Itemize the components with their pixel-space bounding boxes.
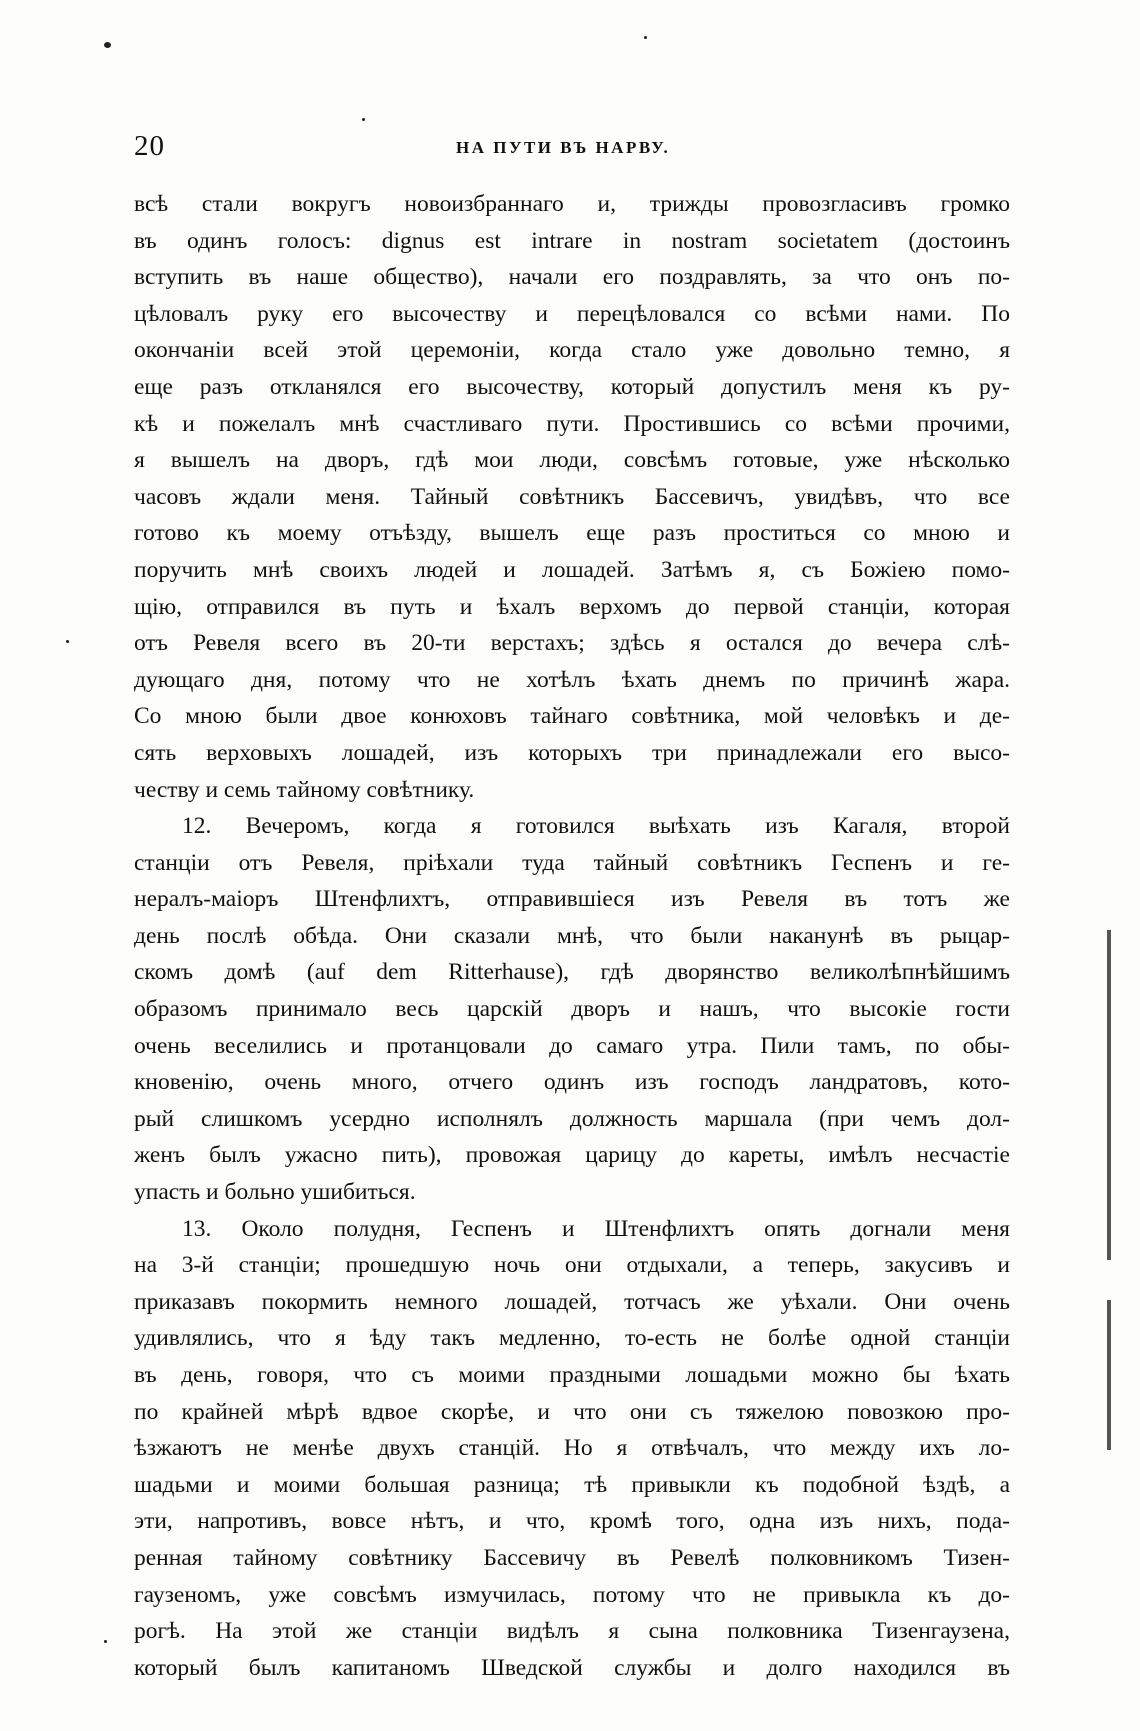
running-title: НА ПУТИ ВЪ НАРВУ.: [456, 138, 671, 157]
page-edge-mark: [1107, 1300, 1111, 1450]
text-line: очень веселились и протанцовали до самаго утра. Пили тамъ, по обы-: [134, 1032, 1010, 1059]
text-line: часовъ ждали меня. Тайный совѣтникъ Бассевичъ, увидѣвъ, что все: [134, 483, 1010, 510]
text-line: Со мною были двое конюховъ тайнаго совѣтника, мой человѣкъ и де-: [134, 703, 1010, 730]
text-line: 13. Около полудня, Геспенъ и Штенфлихтъ опять догнали меня: [182, 1215, 1010, 1242]
text-line: шадьми и моими большая разница; тѣ привыкли къ подобной ѣздѣ, а: [134, 1471, 1010, 1498]
text-line: женъ былъ ужасно пить), провожая царицу до кареты, имѣлъ несчастіе: [134, 1142, 1010, 1169]
text-line: ренная тайному совѣтнику Бассевичу въ Ревелѣ полковникомъ Тизен-: [134, 1544, 1010, 1571]
page-number: 20: [134, 130, 165, 162]
text-line: приказавъ покормить немного лошадей, тотчасъ же уѣхали. Они очень: [134, 1288, 1010, 1315]
text-line: я вышелъ на дворъ, гдѣ мои люди, совсѣмъ готовые, уже нѣсколько: [134, 447, 1010, 474]
text-line: окончаніи всей этой церемоніи, когда стало уже довольно темно, я: [134, 337, 1010, 364]
text-line: удивлялись, что я ѣду такъ медленно, то-есть не болѣе одной станціи: [134, 1325, 1010, 1352]
print-speck: [104, 42, 111, 48]
text-line: ѣзжаютъ не менѣе двухъ станцій. Но я отвѣчалъ, что между ихъ ло-: [134, 1435, 1010, 1462]
text-line: эти, напротивъ, вовсе нѣтъ, и что, кромѣ того, одна изъ нихъ, пода-: [134, 1508, 1010, 1535]
page-header: [134, 130, 1014, 166]
text-line: честву и семь тайному совѣтнику.: [134, 776, 475, 803]
text-line: въ одинъ голосъ: dignus est intrare in nostram societatem (достоинъ: [134, 227, 1010, 254]
text-line: всѣ стали вокругъ новоизбраннаго и, трижды провозгласивъ громко: [134, 191, 1010, 217]
body-text: [134, 186, 1010, 1686]
text-line: отъ Ревеля всего въ 20-ти верстахъ; здѣсь я остался до вечера слѣ-: [134, 630, 1010, 657]
text-line: день послѣ обѣда. Они сказали мнѣ, что были наканунѣ въ рыцар-: [134, 922, 1010, 949]
text-line: цѣловалъ руку его высочеству и перецѣловался со всѣми нами. По: [134, 300, 1010, 327]
print-speck: [644, 36, 647, 39]
text-line: рый слишкомъ усердно исполнялъ должность маршала (при чемъ дол-: [134, 1105, 1010, 1132]
text-line: станціи отъ Ревеля, пріѣхали туда тайный совѣтникъ Геспенъ и ге-: [134, 849, 1010, 876]
print-speck: [362, 118, 365, 121]
text-line: рогѣ. На этой же станціи видѣлъ я сына полковника Тизенгаузена,: [134, 1618, 1010, 1645]
print-speck: [104, 1640, 107, 1643]
text-line: въ день, говоря, что съ моими праздными лошадьми можно бы ѣхать: [134, 1362, 1010, 1388]
text-line: дующаго дня, потому что не хотѣлъ ѣхать днемъ по причинѣ жара.: [134, 666, 1010, 693]
text-line: готово къ моему отъѣзду, вышелъ еще разъ проститься со мною и: [134, 520, 1010, 547]
text-line: вступить въ наше общество), начали его поздравлять, за что онъ по-: [134, 264, 1010, 291]
text-line: кѣ и пожелалъ мнѣ счастливаго пути. Простившись со всѣми прочими,: [134, 410, 1010, 437]
text-line: гаузеномъ, уже совсѣмъ измучилась, потому что не привыкла къ до-: [134, 1581, 1010, 1608]
text-line: поручить мнѣ своихъ людей и лошадей. Затѣмъ я, съ Божіею помо-: [134, 556, 1010, 583]
text-line: на 3-й станціи; прошедшую ночь они отдыхали, а теперь, закусивъ и: [134, 1252, 1010, 1279]
text-line: образомъ принимало весь царскій дворъ и нашъ, что высокіе гости: [134, 996, 1010, 1023]
text-line: еще разъ откланялся его высочеству, который допустилъ меня къ ру-: [134, 373, 1010, 400]
text-line: скомъ домѣ (auf dem Ritterhause), гдѣ дворянство великолѣпнѣйшимъ: [134, 959, 1010, 986]
text-line: упасть и больно ушибиться.: [134, 1179, 416, 1206]
text-line: сять верховыхъ лошадей, изъ которыхъ три принадлежали его высо-: [134, 739, 1010, 766]
print-speck: [66, 640, 69, 643]
text-line: по крайней мѣрѣ вдвое скорѣе, и что они съ тяжелою повозкою про-: [134, 1398, 1010, 1425]
text-line: кновенію, очень много, отчего одинъ изъ господъ ландратовъ, кото-: [134, 1069, 1010, 1096]
page-edge-mark: [1107, 930, 1111, 1260]
text-line: нералъ-маіоръ Штенфлихтъ, отправившіеся изъ Ревеля въ тотъ же: [134, 886, 1010, 913]
text-line: 12. Вечеромъ, когда я готовился выѣхать изъ Кагаля, второй: [182, 813, 1010, 840]
text-line: который былъ капитаномъ Шведской службы и долго находился въ: [134, 1654, 1010, 1681]
text-line: щію, отправился въ путь и ѣхалъ верхомъ до первой станціи, которая: [134, 593, 1010, 620]
